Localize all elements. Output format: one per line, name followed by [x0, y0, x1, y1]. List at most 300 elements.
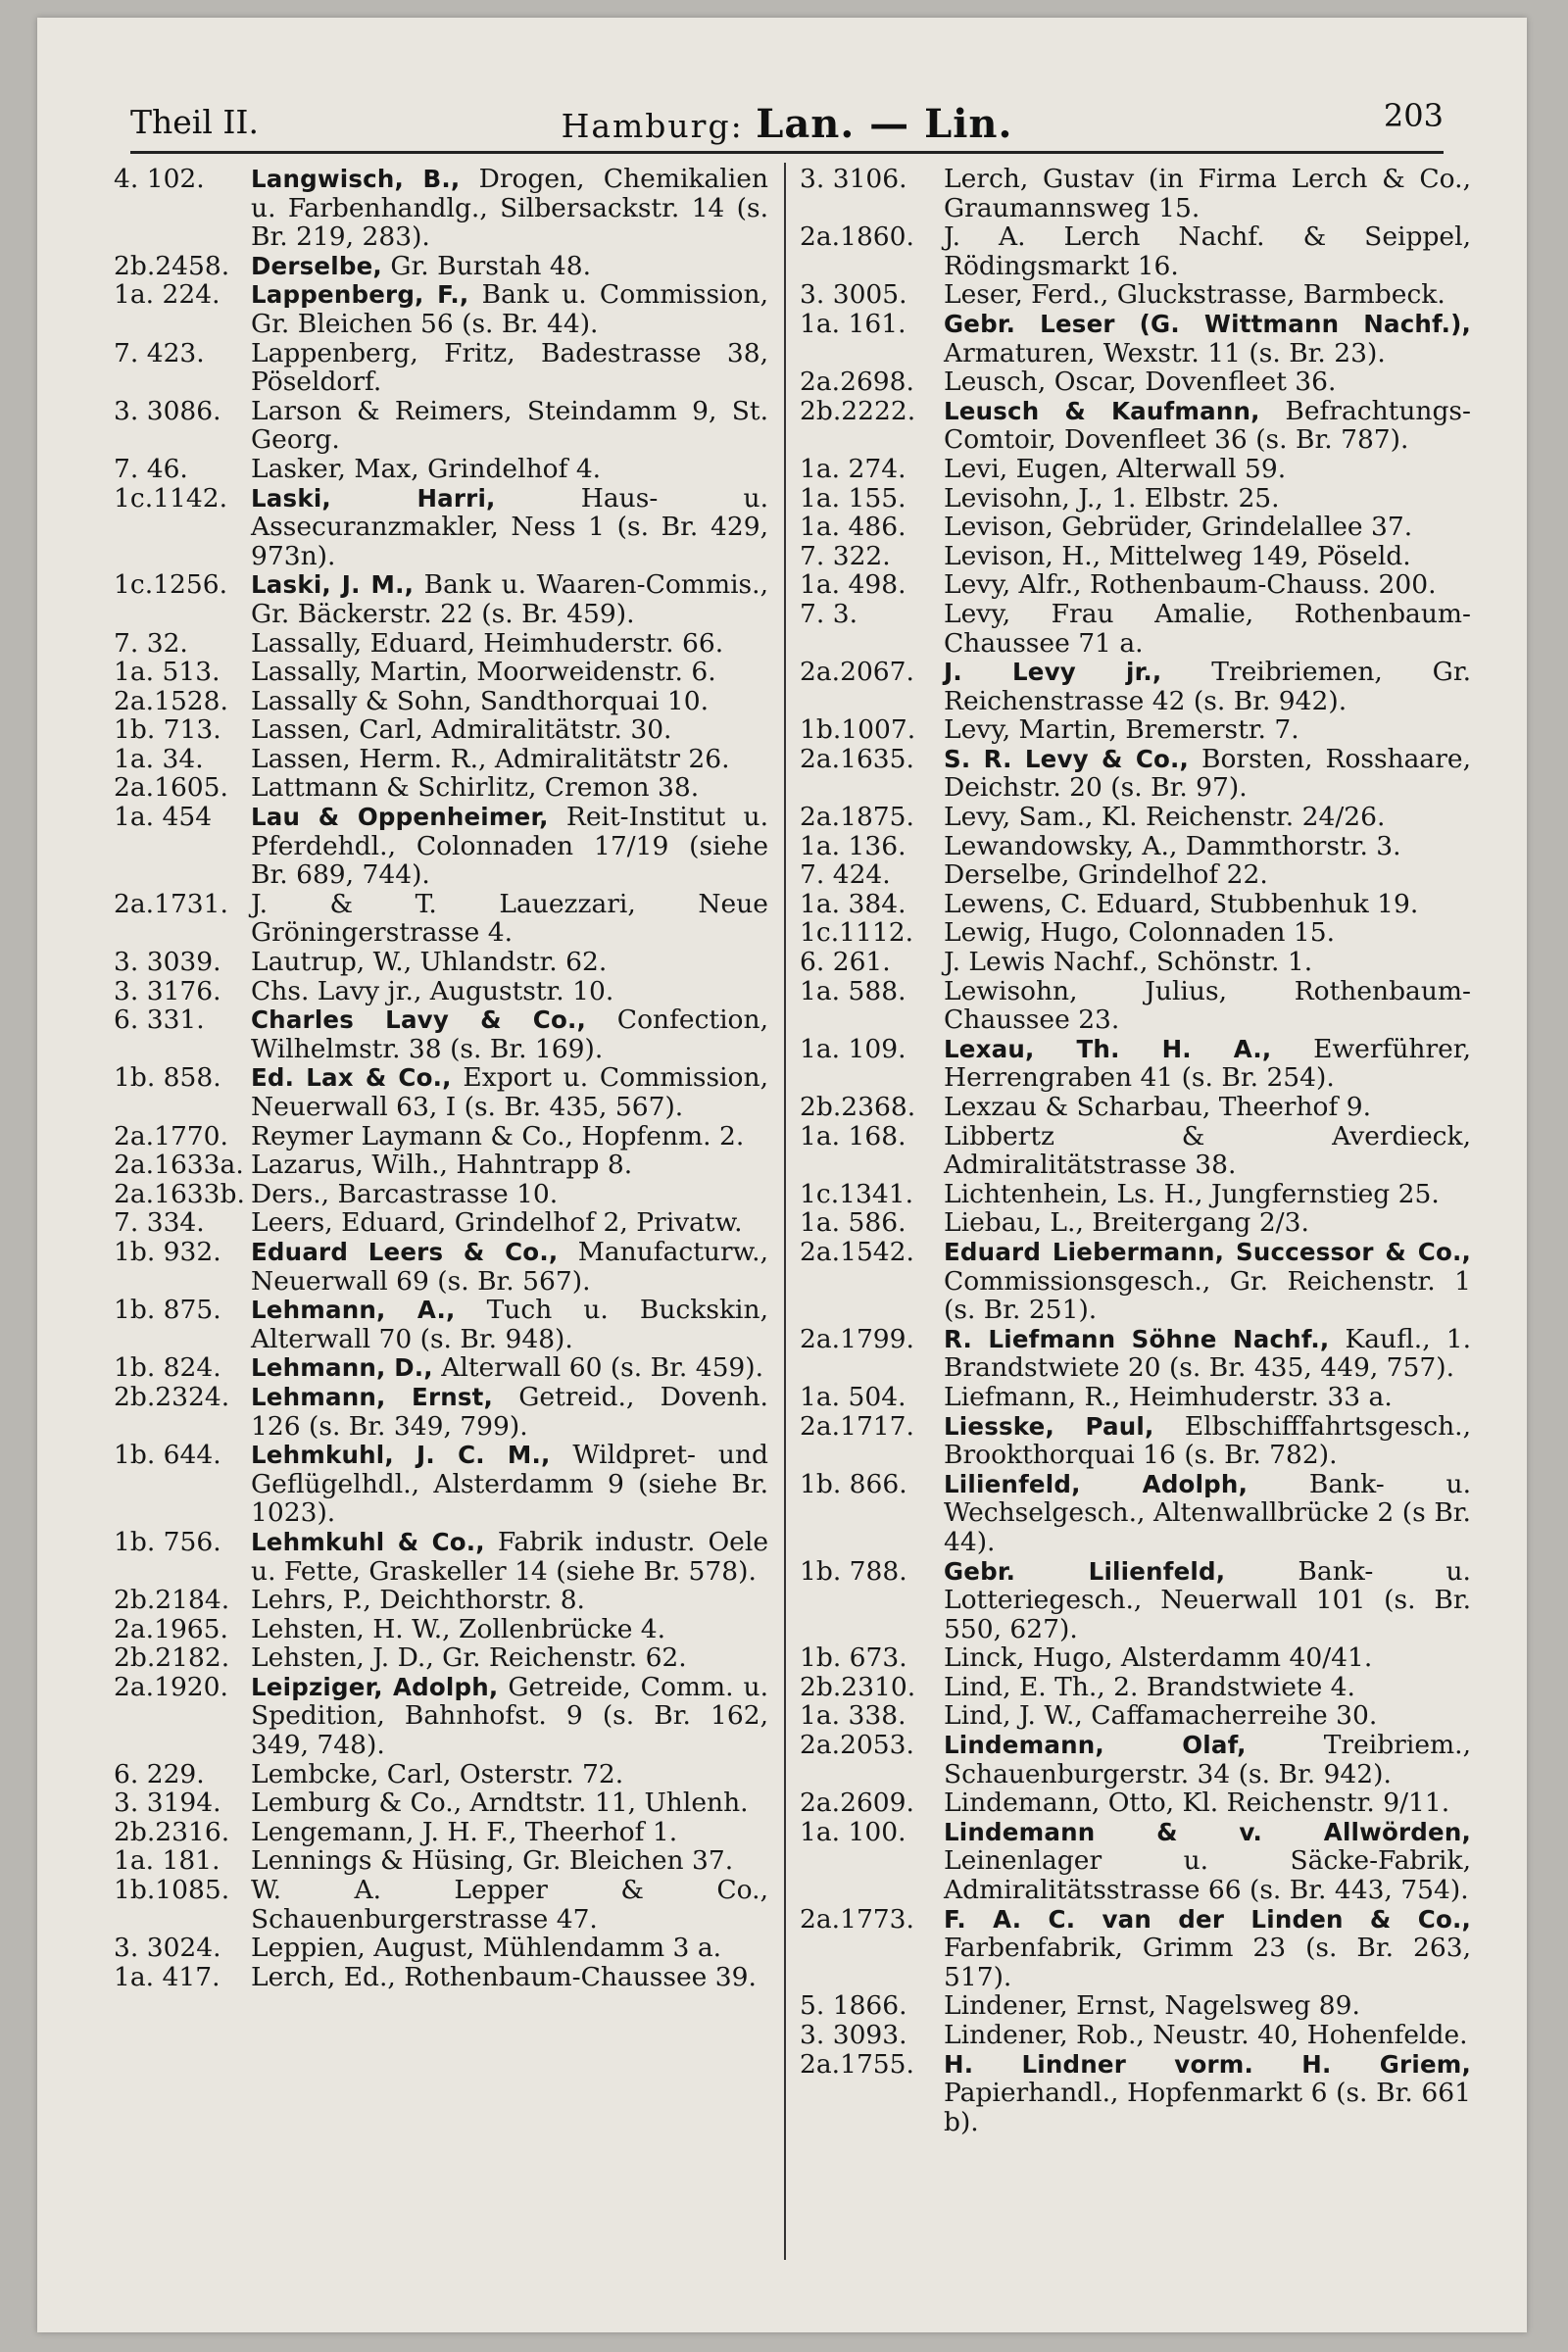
entry-details: Lewens, C. Eduard, Stubbenhuk 19. [944, 888, 1419, 919]
entry-number: 1a. 136. [800, 830, 906, 861]
entry-number: 1b. 644. [114, 1440, 221, 1471]
entry-text [944, 1731, 1471, 1788]
entry-text [944, 1122, 1471, 1180]
entry-text [251, 1586, 768, 1615]
directory-entry [800, 1383, 1471, 1412]
entry-details: Alterwall 60 (s. Br. 459). [432, 1352, 764, 1384]
entry-number: 3. 3176. [114, 975, 221, 1006]
directory-entry [800, 1701, 1471, 1731]
entry-text [251, 687, 768, 716]
entry-text [944, 658, 1471, 715]
entry-details: Tuch u. Buckskin, Alterwall 70 (s. Br. 948). [251, 1295, 768, 1354]
entry-details: Derselbe, Grindelhof 22. [944, 859, 1268, 891]
entry-number: 1c.1341. [800, 1178, 913, 1209]
entry-details: Commissionsgesch., Gr. Reichenstr. 1 (s. Br. 251). [944, 1265, 1471, 1326]
entry-number: 2a.1770. [114, 1120, 228, 1152]
entry-details: Reit-Institut u. Pferdehdl., Colonnaden 17/19 (siehe Br. 689, 744). [251, 802, 768, 891]
entry-number: 2a.2609. [800, 1788, 914, 1819]
entry-text [944, 1412, 1471, 1470]
directory-entry [114, 773, 768, 803]
entry-firm-name: Lehmann, D., [251, 1353, 433, 1383]
entry-details: Leinenlager u. Säcke-Fabrik, Admiralitätsstrasse 66 (s. Br. 443, 754). [944, 1845, 1471, 1906]
entry-number: 7. 334. [114, 1207, 205, 1239]
directory-entry [800, 1093, 1471, 1122]
entry-text [944, 1238, 1471, 1325]
entry-text [944, 165, 1471, 222]
entry-number: 3. 3106. [800, 164, 907, 194]
entry-details: Lindemann, Otto, Kl. Reichenstr. 9/11. [944, 1788, 1450, 1819]
entry-text [251, 1528, 768, 1586]
entry-text [251, 1353, 768, 1383]
entry-text [251, 1788, 768, 1818]
directory-entry [114, 890, 768, 948]
entry-details: Linck, Hugo, Alsterdamm 40/41. [944, 1642, 1373, 1674]
entry-number: 2a.1731. [114, 888, 228, 919]
entry-firm-name: Lau & Oppenheimer, [251, 803, 549, 832]
entry-number: 2a.2067. [800, 657, 914, 688]
entry-firm-name: S. R. Levy & Co., [944, 744, 1190, 773]
entry-text [251, 1963, 768, 1992]
entry-text [944, 222, 1471, 280]
entry-number: 1a. 588. [800, 975, 906, 1006]
entry-text [251, 484, 768, 571]
entry-number: 7. 322. [800, 540, 891, 571]
directory-entry [800, 1991, 1471, 2021]
directory-entry [114, 1063, 768, 1121]
entry-text [944, 397, 1471, 455]
entry-number: 2a.1717. [800, 1410, 914, 1442]
entry-details: Gr. Burstah 48. [381, 250, 591, 281]
entry-number: 1a. 586. [800, 1207, 906, 1239]
directory-entry [114, 1208, 768, 1238]
directory-entry [114, 1528, 768, 1586]
entry-number: 3. 3039. [114, 947, 221, 978]
entry-number: 4. 102. [114, 164, 205, 194]
page-title [130, 101, 1444, 147]
entry-firm-name: Lehmann, Ernst, [251, 1382, 494, 1411]
entry-details: Lehrs, P., Deichthorstr. 8. [251, 1585, 585, 1616]
entry-number: 1a. 504. [800, 1381, 906, 1412]
entry-number: 3. 3005. [800, 279, 907, 311]
directory-entry [800, 890, 1471, 919]
entry-number: 2b.2222. [800, 395, 916, 426]
entry-number: 2a.2053. [800, 1730, 914, 1761]
entry-details: Kaufl., 1. Brandstwiete 20 (s. Br. 435, 449, 757). [944, 1323, 1472, 1384]
entry-number: 2a.1528. [114, 685, 228, 716]
entry-firm-name: Charles Lavy & Co., [251, 1005, 587, 1035]
entry-number: 1b. 713. [114, 714, 221, 746]
entry-number: 1b. 875. [114, 1295, 221, 1326]
directory-entry [800, 1325, 1471, 1383]
directory-entry [114, 687, 768, 716]
entry-number: 6. 261. [800, 947, 891, 978]
entry-details: Lengemann, J. H. F., Theerhof 1. [251, 1816, 678, 1847]
directory-entry [800, 1788, 1471, 1818]
entry-text [944, 860, 1471, 890]
entry-text [944, 1905, 1471, 1992]
entry-number: 1c.1256. [114, 569, 227, 601]
entry-number: 2a.1635. [800, 743, 914, 774]
entry-firm-name: Laski, Harri, [251, 483, 496, 513]
directory-entry [114, 948, 768, 977]
directory-entry [800, 1035, 1471, 1093]
directory-page [37, 18, 1527, 2332]
entry-text [251, 1180, 768, 1209]
directory-entry [114, 658, 768, 687]
entry-number: 7. 423. [114, 337, 205, 368]
entry-details: Levy, Sam., Kl. Reichenstr. 24/26. [944, 802, 1386, 833]
entry-number: 6. 229. [114, 1758, 205, 1789]
entry-number: 1a. 417. [114, 1961, 220, 1992]
entry-number: 2a.1965. [114, 1613, 228, 1644]
entry-text [251, 252, 768, 281]
entry-text [251, 455, 768, 484]
directory-entry [114, 1846, 768, 1876]
directory-entry [114, 397, 768, 455]
entry-details: Larson & Reimers, Steindamm 9, St. Georg. [251, 395, 768, 456]
entry-number: 2a.1860. [800, 221, 914, 253]
entry-text [944, 542, 1471, 571]
entry-text [251, 803, 768, 890]
directory-entry [800, 1731, 1471, 1788]
entry-details: J. Lewis Nachf., Schönstr. 1. [944, 947, 1313, 978]
entry-details: Ders., Barcastrasse 10. [251, 1178, 559, 1209]
directory-entry [114, 803, 768, 890]
directory-entry [800, 1470, 1471, 1557]
entry-number: 1b. 866. [800, 1468, 907, 1499]
entry-number: 1a. 109. [800, 1033, 906, 1064]
entry-text [944, 977, 1471, 1035]
entry-number: 1a. 181. [114, 1845, 220, 1877]
directory-entry [114, 1005, 768, 1063]
entry-number: 1a. 100. [800, 1816, 906, 1847]
entry-details: Lexzau & Scharbau, Theerhof 9. [944, 1092, 1372, 1122]
directory-entry [114, 1673, 768, 1760]
entry-text [944, 2050, 1471, 2137]
entry-details: Lassally, Eduard, Heimhuderstr. 66. [251, 627, 724, 659]
entry-number: 1a. 161. [800, 308, 906, 339]
entry-details: J. A. Lerch Nachf. & Seippel, Rödingsmarkt 16. [944, 221, 1471, 281]
entry-details: Lindener, Rob., Neustr. 40, Hohenfelde. [944, 2020, 1468, 2050]
entry-text [944, 310, 1471, 368]
directory-entry [800, 1905, 1471, 1992]
left-column [114, 165, 768, 1991]
entry-text [944, 513, 1471, 542]
entry-firm-name: Lehmkuhl & Co., [251, 1527, 485, 1556]
entry-text [251, 948, 768, 977]
entry-number: 2b.2324. [114, 1381, 230, 1412]
directory-entry [800, 918, 1471, 948]
directory-entry [800, 1818, 1471, 1905]
entry-text [944, 1557, 1471, 1644]
entry-text [944, 1788, 1471, 1818]
entry-firm-name: Laski, J. M., [251, 570, 415, 600]
entry-text [944, 368, 1471, 397]
entry-text [251, 1441, 768, 1528]
directory-entry [800, 1238, 1471, 1325]
directory-entry [800, 1673, 1471, 1702]
entry-details: Lattmann & Schirlitz, Cremon 38. [251, 772, 700, 804]
entry-number: 1b. 788. [800, 1555, 907, 1587]
entry-number: 2a.1799. [800, 1323, 914, 1354]
entry-text [251, 1005, 768, 1063]
entry-number: 2a.1773. [800, 1903, 914, 1935]
entry-number: 2b.2458. [114, 250, 230, 281]
entry-text [944, 600, 1471, 658]
entry-details: Leppien, August, Mühlendamm 3 a. [251, 1933, 722, 1964]
entry-firm-name: Lilienfeld, Adolph, [944, 1469, 1249, 1498]
entry-firm-name: Leusch & Kaufmann, [944, 396, 1260, 425]
directory-entry [800, 222, 1471, 280]
entry-number: 1b. 673. [800, 1642, 907, 1674]
entry-number: 1a. 168. [800, 1120, 906, 1152]
page-header [130, 91, 1444, 150]
entry-number: 1a. 454 [114, 802, 213, 833]
entry-number: 2a.1542. [800, 1236, 914, 1267]
section-label: Theil II. [130, 103, 259, 141]
directory-entry [800, 455, 1471, 484]
entry-text [251, 280, 768, 338]
right-column [800, 165, 1471, 2136]
directory-entry [800, 1557, 1471, 1644]
entry-details: Leusch, Oscar, Dovenfleet 36. [944, 367, 1337, 398]
column-divider [784, 163, 786, 2260]
entry-number: 1b.1007. [800, 714, 916, 746]
entry-firm-name: J. Levy jr., [944, 658, 1162, 687]
entry-details: Lewisohn, Julius, Rothenbaum-Chaussee 23. [944, 975, 1471, 1036]
entry-number: 2a.1875. [800, 802, 914, 833]
name-range: Lan. — Lin. [756, 101, 1013, 147]
entry-details: Chs. Lavy jr., Auguststr. 10. [251, 975, 614, 1006]
entry-details: Elbschifffahrtsgesch., Brookthorquai 16 (s. Br. 782). [944, 1410, 1471, 1471]
entry-text [251, 1208, 768, 1238]
entry-details: Fabrik industr. Oele u. Fette, Graskeller 14 (siehe Br. 578). [251, 1526, 769, 1587]
directory-entry [800, 1643, 1471, 1673]
entry-number: 1a. 486. [800, 512, 906, 543]
entry-details: Lembcke, Carl, Osterstr. 72. [251, 1758, 624, 1789]
directory-entry [114, 1818, 768, 1847]
directory-entry [114, 629, 768, 659]
entry-text [944, 1180, 1471, 1209]
entry-text [944, 948, 1471, 977]
entry-number: 2a.1920. [114, 1671, 228, 1702]
entry-text [251, 1151, 768, 1180]
entry-text [251, 1615, 768, 1644]
entry-details: Lassen, Herm. R., Admiralitätstr 26. [251, 743, 730, 774]
entry-text [251, 1238, 768, 1296]
directory-entry [800, 1412, 1471, 1470]
entry-number: 1b. 858. [114, 1062, 221, 1094]
entry-number: 1b. 756. [114, 1526, 221, 1557]
entry-details: Levi, Eugen, Alterwall 59. [944, 453, 1287, 484]
entry-text [251, 629, 768, 659]
entry-number: 2b.2184. [114, 1585, 230, 1616]
directory-entry [114, 1296, 768, 1353]
entry-details: Lind, E. Th., 2. Brandstwiete 4. [944, 1671, 1355, 1702]
entry-text [944, 1093, 1471, 1122]
entry-firm-name: Derselbe, [251, 251, 382, 280]
entry-text [251, 1383, 768, 1441]
header-rule [130, 151, 1444, 154]
entry-number: 1c.1112. [800, 917, 913, 949]
entry-text [944, 1701, 1471, 1731]
entry-text [944, 715, 1471, 745]
entry-text [251, 397, 768, 455]
entry-number: 1b. 932. [114, 1236, 221, 1267]
directory-entry [800, 513, 1471, 542]
entry-number: 7. 32. [114, 627, 188, 659]
entry-text [944, 1470, 1471, 1557]
directory-entry [800, 165, 1471, 222]
entry-firm-name: F. A. C. van der Linden & Co., [944, 1904, 1471, 1934]
entry-number: 1a. 338. [800, 1700, 906, 1732]
entry-details: Lassen, Carl, Admiralitätstr. 30. [251, 714, 672, 746]
entry-firm-name: Langwisch, B., [251, 165, 461, 193]
directory-entry [800, 977, 1471, 1035]
directory-entry [114, 1238, 768, 1296]
entry-details: Papierhandl., Hopfenmarkt 6 (s. Br. 661 b). [944, 2078, 1471, 2137]
directory-entry [114, 1441, 768, 1528]
directory-entry [114, 977, 768, 1006]
directory-entry [114, 1353, 768, 1383]
entry-text [944, 832, 1471, 861]
entry-number: 1a. 274. [800, 453, 906, 484]
entry-text [944, 1991, 1471, 2021]
entry-text [944, 745, 1471, 803]
directory-entry [800, 600, 1471, 658]
entry-text [251, 1876, 768, 1934]
entry-number: 3. 3093. [800, 2020, 907, 2050]
entry-details: Lappenberg, Fritz, Badestrasse 38, Pöseldorf. [251, 337, 768, 398]
entry-text [251, 773, 768, 803]
entry-details: Lewig, Hugo, Colonnaden 15. [944, 917, 1336, 949]
entry-firm-name: Lehmann, A., [251, 1296, 456, 1325]
entry-details: Getreid., Dovenh. 126 (s. Br. 349, 799). [251, 1381, 768, 1442]
entry-text [944, 1383, 1471, 1412]
entry-number: 2b.2368. [800, 1092, 916, 1122]
entry-text [944, 2021, 1471, 2050]
entry-text [944, 1643, 1471, 1673]
entry-details: Leers, Eduard, Grindelhof 2, Privatw. [251, 1207, 743, 1239]
entry-details: Lautrup, W., Uhlandstr. 62. [251, 947, 608, 978]
entry-text [251, 1846, 768, 1876]
entry-details: Bank- u. Lotteriegesch., Neuerwall 101 (s. Br. 550, 627). [944, 1555, 1471, 1644]
directory-entry [800, 280, 1471, 310]
entry-number: 1a. 384. [800, 888, 906, 919]
entry-firm-name: H. Lindner vorm. H. Griem, [944, 2049, 1471, 2079]
directory-entry [114, 280, 768, 338]
directory-entry [114, 339, 768, 397]
entry-number: 1b. 824. [114, 1352, 221, 1384]
directory-entry [800, 484, 1471, 514]
entry-details: Lehsten, H. W., Zollenbrücke 4. [251, 1613, 666, 1644]
entry-text [944, 803, 1471, 832]
directory-entry [800, 658, 1471, 715]
entry-number: 3. 3194. [114, 1788, 221, 1819]
directory-entry [114, 1151, 768, 1180]
entry-details: Levison, H., Mittelweg 149, Pöseld. [944, 540, 1411, 571]
entry-text [251, 339, 768, 397]
entry-number: 1a. 224. [114, 279, 220, 311]
entry-text [944, 484, 1471, 514]
entry-details: Manufacturw., Neuerwall 69 (s. Br. 567). [251, 1236, 768, 1297]
entry-number: 7. 46. [114, 453, 188, 484]
directory-entry [114, 1383, 768, 1441]
entry-firm-name: Lappenberg, F., [251, 280, 469, 310]
entry-details: Haus- u. Assecuranzmakler, Ness 1 (s. Br. 429, 973n). [251, 482, 769, 571]
directory-entry [800, 397, 1471, 455]
entry-details: Lassally, Martin, Moorweidenstr. 6. [251, 657, 716, 688]
entry-details: Levisohn, J., 1. Elbstr. 25. [944, 482, 1280, 514]
entry-details: Lichtenhein, Ls. H., Jungfernstieg 25. [944, 1178, 1440, 1209]
entry-number: 6. 331. [114, 1004, 205, 1036]
entry-number: 2a.1633a. [114, 1150, 244, 1181]
entry-firm-name: R. Liefmann Söhne Nachf., [944, 1324, 1330, 1353]
entry-firm-name: Gebr. Leser (G. Wittmann Nachf.), [944, 309, 1471, 338]
directory-entry [800, 1122, 1471, 1180]
entry-text [944, 1818, 1471, 1905]
entry-details: Drogen, Chemikalien u. Farbenhandlg., Silbersackstr. 14 (s. Br. 219, 283). [251, 164, 768, 253]
directory-entry [114, 484, 768, 571]
directory-entry [114, 1934, 768, 1963]
entry-text [944, 1208, 1471, 1238]
entry-details: Lind, J. W., Caffamacherreihe 30. [944, 1700, 1378, 1732]
entry-number: 3. 3024. [114, 1933, 221, 1964]
entry-details: Lazarus, Wilh., Hahntrapp 8. [251, 1150, 633, 1181]
entry-text [944, 918, 1471, 948]
entry-firm-name: Eduard Liebermann, Successor & Co., [944, 1237, 1471, 1266]
entry-number: 7. 424. [800, 859, 891, 891]
entry-details: Befrachtungs-Comtoir, Dovenfleet 36 (s. Br. 787). [944, 395, 1471, 456]
directory-entry [800, 832, 1471, 861]
directory-entry [114, 1122, 768, 1152]
entry-firm-name: Lindemann & v. Allwörden, [944, 1817, 1471, 1846]
entry-number: 1a. 155. [800, 482, 906, 514]
directory-entry [800, 570, 1471, 600]
entry-text [251, 890, 768, 948]
entry-details: Lassally & Sohn, Sandthorquai 10. [251, 685, 710, 716]
directory-entry [800, 1180, 1471, 1209]
entry-text [251, 1643, 768, 1673]
entry-details: Leser, Ferd., Gluckstrasse, Barmbeck. [944, 279, 1446, 311]
entry-text [251, 745, 768, 774]
directory-entry [114, 570, 768, 628]
entry-details: Levy, Frau Amalie, Rothenbaum-Chaussee 71 a. [944, 598, 1471, 659]
entry-details: Wildpret- und Geflügelhdl., Alsterdamm 9 (siehe Br. 1023). [251, 1440, 768, 1529]
entry-firm-name: Gebr. Lilienfeld, [944, 1556, 1226, 1586]
directory-entry [800, 368, 1471, 397]
city-label: Hamburg: [561, 107, 744, 145]
entry-text [251, 165, 768, 252]
entry-text [251, 715, 768, 745]
entry-number: 1a. 34. [114, 743, 204, 774]
entry-details: Liebau, L., Breitergang 2/3. [944, 1207, 1309, 1239]
entry-details: Bank u. Commission, Gr. Bleichen 56 (s. Br. 44). [251, 279, 768, 339]
directory-entry [800, 745, 1471, 803]
entry-details: Getreide, Comm. u. Spedition, Bahnhofst. 9 (s. Br. 162, 349, 748). [251, 1671, 768, 1761]
entry-details: Lindener, Ernst, Nagelsweg 89. [944, 1990, 1360, 2022]
directory-entry [114, 1586, 768, 1615]
directory-entry [114, 1615, 768, 1644]
entry-details: Bank- u. Wechselgesch., Altenwallbrücke 2 (s Br. 44). [944, 1468, 1471, 1557]
entry-details: Treibriem., Schauenburgerstr. 34 (s. Br. 942). [944, 1730, 1471, 1789]
entry-text [251, 1122, 768, 1152]
entry-text [251, 1673, 768, 1760]
entry-text [251, 570, 768, 628]
entry-details: Farbenfabrik, Grimm 23 (s. Br. 263, 517). [944, 1933, 1471, 1992]
entry-number: 5. 1866. [800, 1990, 907, 2022]
entry-firm-name: Lehmkuhl, J. C. M., [251, 1441, 551, 1470]
